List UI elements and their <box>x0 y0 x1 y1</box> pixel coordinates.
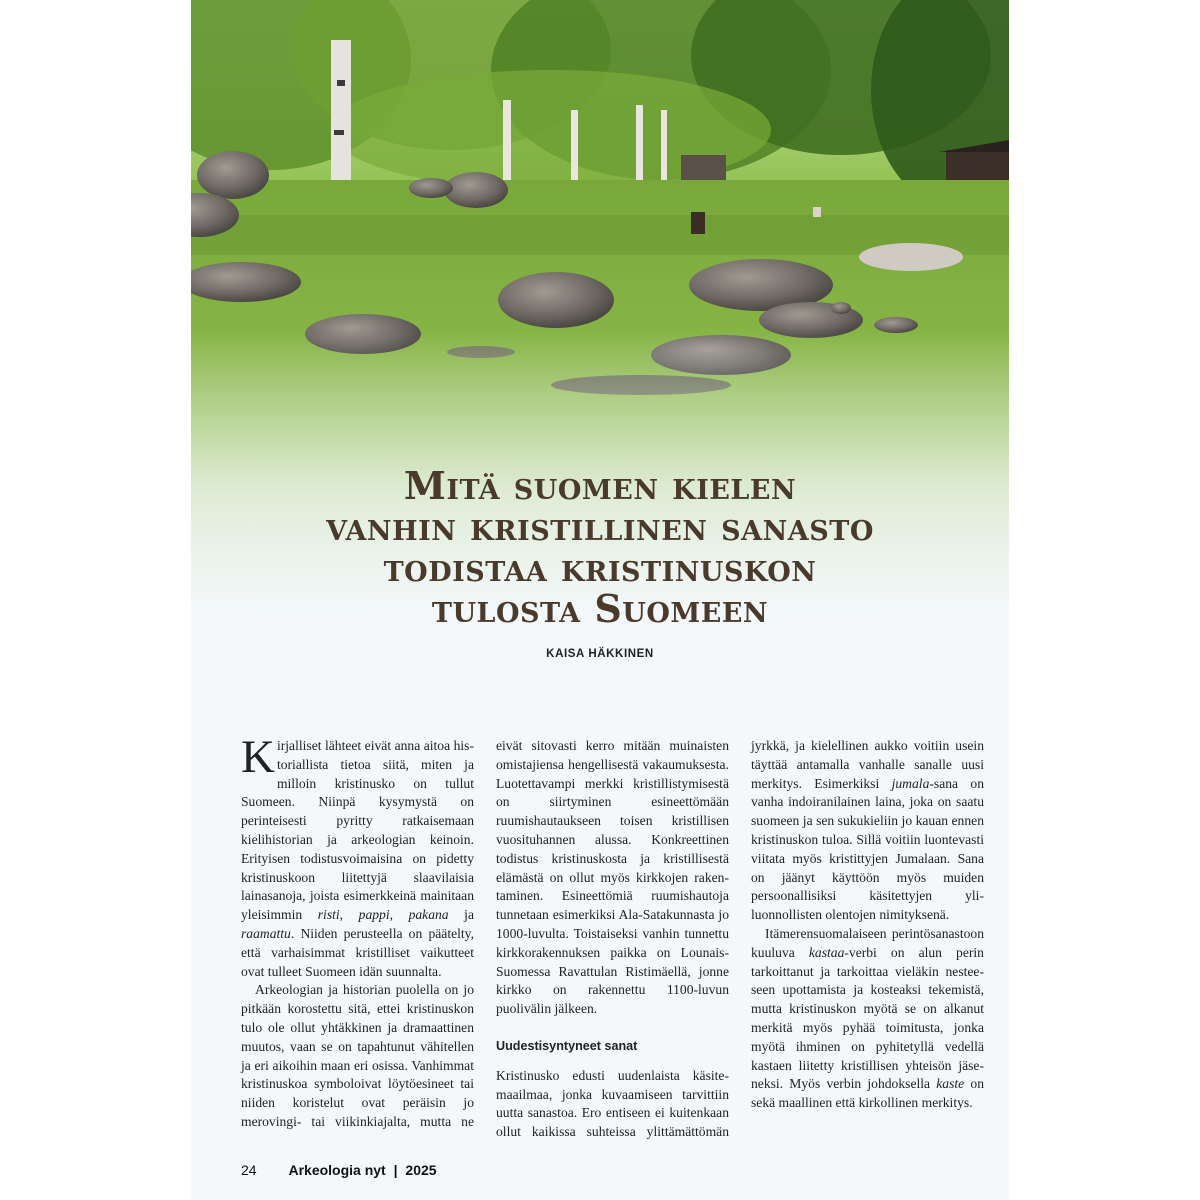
paragraph-text: . Niiden perusteella on päätelty, että varhaisimmat kristilliset vaikutteet ovat tulleet Suomeen idän suunnalta. <box>241 925 474 979</box>
italic-term: risti <box>317 907 340 923</box>
title-line: Mitä suomen kielen <box>403 463 797 509</box>
italic-term: kaste <box>936 1076 965 1092</box>
footer-separator: | <box>393 1162 398 1178</box>
page-footer <box>241 1162 437 1178</box>
paragraph-text: Itämerensuomalaiseen perintösanastoon kuuluva <box>751 925 984 960</box>
paragraph-text: -sana on vanha indoiranilainen laina, joka on saatu suomeen ja sen sukukieliin jo kauan ennen kristinuskon tuloa. Sillä voitiin luontevasti viitata myös kristittyjen Jumalaan. Sana on jäänyt käyttöön myös muiden persoonallisiksi käsitettyjen yliluonnollisten olentojen nimityksenä. <box>751 775 984 923</box>
journal-year: 2025 <box>405 1162 437 1178</box>
italic-term: pappi <box>358 907 390 923</box>
title-line: todistaa kristinuskon <box>383 545 817 591</box>
article-title <box>191 463 1009 632</box>
section-heading: Uudestisyntyneet sanat <box>496 1038 638 1053</box>
italic-term: kastaa <box>808 944 845 960</box>
paragraph-1 <box>241 731 474 981</box>
italic-term: pakana <box>408 907 449 923</box>
italic-term: jumala <box>891 775 930 791</box>
title-line: tulosta Suomeen <box>431 586 769 632</box>
paragraph-text: -verbi on alun perin tarkoittanut ja tarkoittaa vieläkin nesteeseen upottamista ja kosteaksi tekemistä, mutta kristinuskon myötä se on alkanut merkitä myös pyhää toimitusta, jonka myötä ihminen on pyhitetyllä vedellä kastaen liitetty kristillisen yhteisön jäseneksi. Myös verbin johdoksella <box>751 944 984 1092</box>
paragraph-text: Kristinusko edusti uudenlaista käsitemaailmaa, jonka kuvaamiseen tarvittiin uutta sanastoa. Ero entiseen ei kuitenkaan ollut kaikissa suhteissa ylittämättömän jyrkkä, ja kielellinen aukko voitiin usein täyttää antamalla vanhalle sanalle uusi merkitys. Esimerkiksi <box>496 738 984 1140</box>
title-line: vanhin kristillinen sanasto <box>326 504 874 550</box>
italic-term: raamattu <box>241 925 291 941</box>
paragraph-text: , <box>339 907 359 923</box>
journal-name: Arkeologia nyt <box>288 1162 386 1178</box>
paragraph-text: on sekä maallinen että kirkollinen merkitys. <box>751 1076 984 1111</box>
paragraph-text: Arkeologian ja historian puolella on jo pitkään korostettu sitä, ettei kristinuskon tulo ole ollut yhtäkkinen ja dramaattinen muutos, vaan se on tapahtunut vähitellen ja eri aikoihin maan eri osissa. Vanhimmat kristinuskoa symboloivat löytöesineet tai niiden koristelut ovat peräisin jo merovingi- tai viikinkiajalta, mutta ne eivät sitovasti kerro mitään muinaisten omistajiensa hengellisestä vakaumuksesta. Luotettavampi merkki kristillistymisestä on siirtyminen esineettömään ruumishautaukseen toisen kristillisen vuosituhannen alussa. Konkreettinen todistus kristinuskosta ja kristillisestä elämästä on ollut myös kirkkojen rakentaminen. Esineettömiä ruumishautoja tunnetaan esimerkiksi Ala-Satakunnasta jo 1000-luvulta. Toistaiseksi vanhin tunnettu kirkkorakennuksen paikka on Lounais-Suomessa Ravattulan Ristimäellä, jonne kirkko on rakennettu 1100-luvun puolivälin jälkeen. <box>241 738 729 1129</box>
magazine-page <box>191 0 1009 1200</box>
article-body-flow <box>241 731 984 1150</box>
paragraph-text: ja <box>448 907 474 923</box>
paragraph-4 <box>751 925 984 1113</box>
drop-cap: K <box>241 731 275 783</box>
paragraph-text: irjalliset lähteet eivät anna aitoa historiallista tietoa siitä, miten ja milloin kristinusko on tullut Suomeen. Niinpä kysymystä on perinteisesti pyritty ratkaisemaan kielihistorian ja arkeologian keinoin. Erityisen todistusvoimaisina on pidetty kristinuskoon liitettyjä slaavilaisia lainasanoja, joista esimerkkeinä mainitaan yleisimmin <box>241 738 474 923</box>
paragraph-text: , <box>389 907 409 923</box>
article-author: KAISA HÄKKINEN <box>546 648 654 660</box>
page-number: 24 <box>241 1162 257 1178</box>
